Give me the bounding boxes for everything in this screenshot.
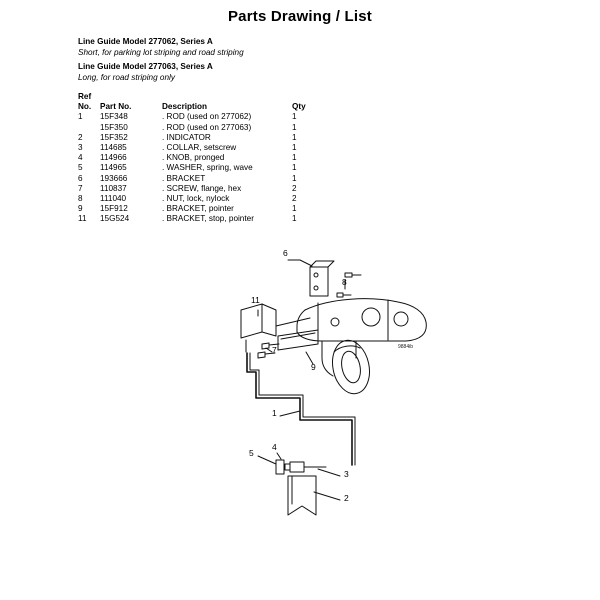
callout-6: 6 [283, 248, 288, 258]
callout-1: 1 [272, 408, 277, 418]
cell-ref: 9 [78, 204, 83, 214]
table-row [78, 204, 322, 214]
cell-part: 15F352 [100, 132, 128, 142]
cell-part: 114965 [100, 163, 127, 173]
header-blank-2 [162, 92, 292, 102]
cell-qty: 2 [292, 183, 297, 193]
cell-ref [78, 123, 100, 133]
table-row [78, 214, 322, 224]
header-ref: Ref [78, 92, 92, 101]
cell-desc: . INDICATOR [162, 132, 211, 142]
exploded-parts-drawing [0, 240, 600, 560]
leader-2 [314, 492, 340, 500]
cell-qty: 2 [292, 194, 297, 204]
table-row [78, 133, 322, 143]
table-row [78, 123, 322, 133]
callout-8: 8 [342, 277, 347, 287]
model-1-note: Short, for parking lot striping and road striping [78, 48, 244, 57]
washer-5 [285, 464, 290, 470]
drawing-code: 9884ib [398, 344, 414, 350]
cell-qty: 1 [292, 112, 297, 122]
header-no: No. [78, 102, 92, 112]
cell-desc: . SCREW, flange, hex [162, 183, 242, 193]
callout-5: 5 [249, 448, 254, 458]
leader-1 [280, 411, 300, 416]
bracket-11 [241, 304, 262, 338]
cell-ref: 6 [78, 173, 83, 183]
table-row [78, 163, 322, 173]
cell-desc: . BRACKET, stop, pointer [162, 214, 254, 224]
bracket-11-side [262, 304, 276, 336]
cell-desc: . COLLAR, setscrew [162, 143, 237, 153]
bracket-11-link [276, 318, 310, 326]
cell-qty: 1 [292, 173, 297, 183]
cell-qty: 1 [292, 204, 297, 214]
cell-ref: 3 [78, 143, 83, 153]
header-part-no: Part No. [100, 102, 132, 112]
nut-8b [337, 293, 351, 297]
header-qty: Qty [292, 102, 306, 112]
cell-qty: 1 [292, 214, 297, 224]
cell-ref: 8 [78, 194, 83, 204]
wheel-inner [339, 349, 363, 384]
cell-part: 114966 [100, 153, 127, 163]
table-header-row-2 [78, 102, 322, 112]
leader-4 [277, 453, 281, 459]
cell-ref: 1 [78, 112, 83, 122]
cell-part: 15G524 [100, 214, 130, 224]
cell-ref: 11 [78, 214, 87, 224]
cell-part: 15F348 [100, 112, 128, 122]
header-description: Description [162, 102, 208, 112]
screw-8a [345, 273, 361, 277]
callout-7: 7 [272, 345, 277, 355]
bracket-6 [310, 267, 328, 296]
cell-ref: 5 [78, 163, 83, 173]
bracket-6-hole-2 [314, 286, 318, 290]
bracket-6-hole-1 [314, 273, 318, 277]
rod-1 [247, 353, 352, 465]
cell-desc: . ROD (used on 277063) [162, 122, 252, 132]
fork-left [322, 341, 333, 376]
table-row [78, 184, 322, 194]
table-row [78, 174, 322, 184]
cell-desc: . BRACKET [162, 173, 206, 183]
cell-desc: . BRACKET, pointer [162, 204, 234, 214]
parts-list-block [78, 36, 398, 225]
cell-part: 111040 [100, 194, 127, 204]
table-header-row-1 [78, 92, 322, 102]
knob-4 [276, 460, 284, 474]
cell-qty: 1 [292, 143, 297, 153]
cell-desc: . ROD (used on 277062) [162, 112, 252, 122]
cell-ref: 7 [78, 183, 83, 193]
table-row [78, 153, 322, 163]
model-1-name: Line Guide Model 277062, Series A [78, 37, 213, 46]
cell-desc: . WASHER, spring, wave [162, 163, 253, 173]
cell-part: 15F350 [100, 122, 128, 132]
cell-qty: 1 [292, 163, 297, 173]
cell-part: 110837 [100, 183, 127, 193]
table-row [78, 194, 322, 204]
leader-5 [258, 456, 276, 464]
bracket-6-flange [310, 261, 334, 267]
leader-6 [288, 260, 312, 266]
model-2-name: Line Guide Model 277063, Series A [78, 62, 213, 71]
header-blank-1 [100, 92, 162, 102]
cell-qty: 1 [292, 132, 297, 142]
table-row [78, 112, 322, 122]
rod-1-edge [250, 353, 355, 465]
callout-11: 11 [251, 295, 260, 305]
cell-part: 193666 [100, 173, 128, 183]
page-title: Parts Drawing / List [227, 8, 373, 25]
model-2-note: Long, for road striping only [78, 73, 175, 82]
frame-hole-2 [394, 312, 408, 326]
callout-2: 2 [344, 493, 349, 503]
chassis-rail-bottom [297, 332, 360, 341]
cell-qty: 1 [292, 122, 297, 132]
callout-3: 3 [344, 469, 349, 479]
cell-desc: . KNOB, pronged [162, 153, 225, 163]
table-row [78, 143, 322, 153]
drawing-svg [0, 240, 600, 560]
cell-part: 114685 [100, 143, 127, 153]
cell-ref: 4 [78, 153, 83, 163]
frame-hole-1 [362, 308, 380, 326]
cell-desc: . NUT, lock, nylock [162, 194, 230, 204]
cell-qty: 1 [292, 153, 297, 163]
cell-ref: 2 [78, 132, 83, 142]
cell-part: 15F912 [100, 204, 128, 214]
leader-3 [318, 469, 340, 476]
parts-table [78, 92, 322, 225]
callout-9: 9 [311, 362, 316, 372]
callout-4: 4 [272, 442, 277, 452]
collar-3 [290, 462, 304, 472]
frame-hole-3 [331, 318, 339, 326]
header-blank-3 [292, 92, 322, 102]
